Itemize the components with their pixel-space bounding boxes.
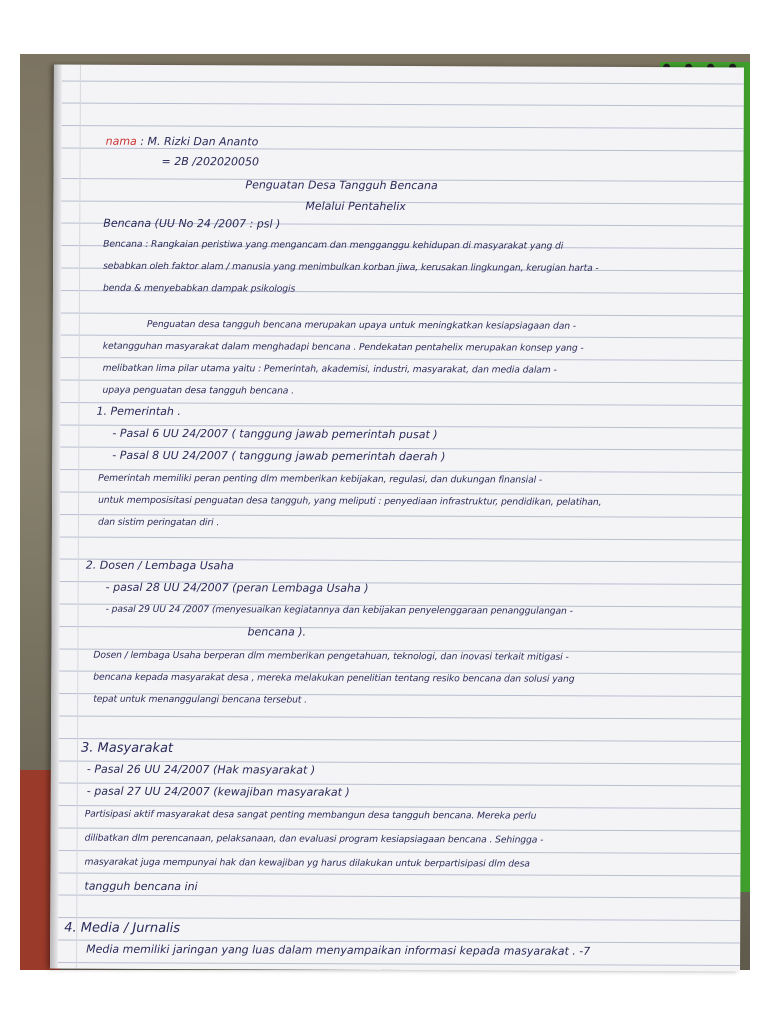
section-body-line: dilibatkan dlm perencanaan, pelaksanaan, dan evaluasi program kesiapsiagaan bencana . Sehingga - [84, 832, 544, 846]
section-body-line: untuk memposisitasi penguatan desa tangguh, yang meliputi : penyediaan infrastruktur, pendidikan, pelatihan, [98, 494, 602, 508]
section-heading: 1. Pemerintah . [96, 404, 181, 419]
notebook-page [50, 64, 744, 971]
section-body-line: masyarakat juga mempunyai hak dan kewajiban yg harus dilakukan untuk berpartisipasi dlm desa [84, 856, 530, 870]
note-title-line-2: Melalui Pentahelix [305, 199, 406, 214]
section-item: - Pasal 8 UU 24/2007 ( tanggung jawab pemerintah daerah ) [112, 448, 446, 464]
section-body-line: dan sistim peringatan diri . [97, 516, 220, 529]
section-item: - Pasal 6 UU 24/2007 ( tanggung jawab pemerintah pusat ) [112, 426, 438, 442]
section-body-line: Pemerintah memiliki peran penting dlm memberikan kebijakan, regulasi, dan dukungan finansial - [98, 472, 543, 486]
definition-line: sebabkan oleh faktor alam / manusia yang menimbulkan korban jiwa, kerusakan lingkungan, kerugian harta - [103, 260, 599, 274]
section-heading: 2. Dosen / Lembaga Usaha [85, 558, 234, 573]
section-body-line: bencana kepada masyarakat desa , mereka melakukan penelitian tentang resiko bencana dan solusi yang [93, 671, 575, 685]
section-body-line: Dosen / lembaga Usaha berperan dlm memberikan pengetahuan, teknologi, dan inovasi terkait mitigasi - [93, 649, 569, 663]
intro-line: upaya penguatan desa tangguh bencana . [102, 384, 295, 397]
section-body-line: Partisipasi aktif masyarakat desa sangat penting membangun desa tangguh bencana. Mereka perlu [84, 808, 537, 822]
section-item: - pasal 27 UU 24/2007 (kewajiban masyarakat ) [86, 784, 350, 799]
section-item: bencana ). [247, 625, 307, 639]
section-heading: 4. Media / Jurnalis [64, 920, 181, 937]
definition-line: Bencana : Rangkaian peristiwa yang mengancam dan mengganggu kehidupan di masyarakat yang di [103, 238, 564, 252]
student-name: : M. Rizki Dan Ananto [140, 134, 259, 149]
section-item: - Pasal 26 UU 24/2007 (Hak masyarakat ) [86, 762, 316, 777]
section-item: - pasal 28 UU 24/2007 (peran Lembaga Usaha ) [105, 580, 369, 595]
definition-line: benda & menyebabkan dampak psikologis [102, 282, 296, 295]
section-body-line: Media memiliki jaringan yang luas dalam menyampaikan informasi kepada masyarakat . -7 [86, 942, 591, 958]
section-body-line: tangguh bencana ini [84, 879, 198, 894]
header-name-line [106, 135, 744, 151]
section-heading: 3. Masyarakat [80, 740, 174, 757]
section-item: - pasal 29 UU 24 /2007 (menyesuaikan kegiatannya dan kebijakan penyelenggaraan penanggulangan - [105, 603, 573, 617]
intro-line: ketangguhan masyarakat dalam menghadapi bencana . Pendekatan pentahelix merupakan konsep yang - [102, 340, 584, 354]
definition-heading: Bencana (UU No 24 /2007 : psl ) [103, 216, 281, 231]
name-label: nama [105, 134, 137, 148]
intro-line: melibatkan lima pilar utama yaitu : Pemerintah, akademisi, industri, masyarakat, dan media dalam - [102, 362, 557, 376]
section-body-line: tepat untuk menanggulangi bencana tersebut . [93, 693, 307, 706]
student-nim: = 2B /202020050 [161, 154, 260, 169]
page-margin-line [76, 65, 81, 969]
note-title-line-1: Penguatan Desa Tangguh Bencana [245, 178, 438, 193]
intro-line: Penguatan desa tangguh bencana merupakan upaya untuk meningkatkan kesiapsiagaan dan - [146, 318, 577, 332]
